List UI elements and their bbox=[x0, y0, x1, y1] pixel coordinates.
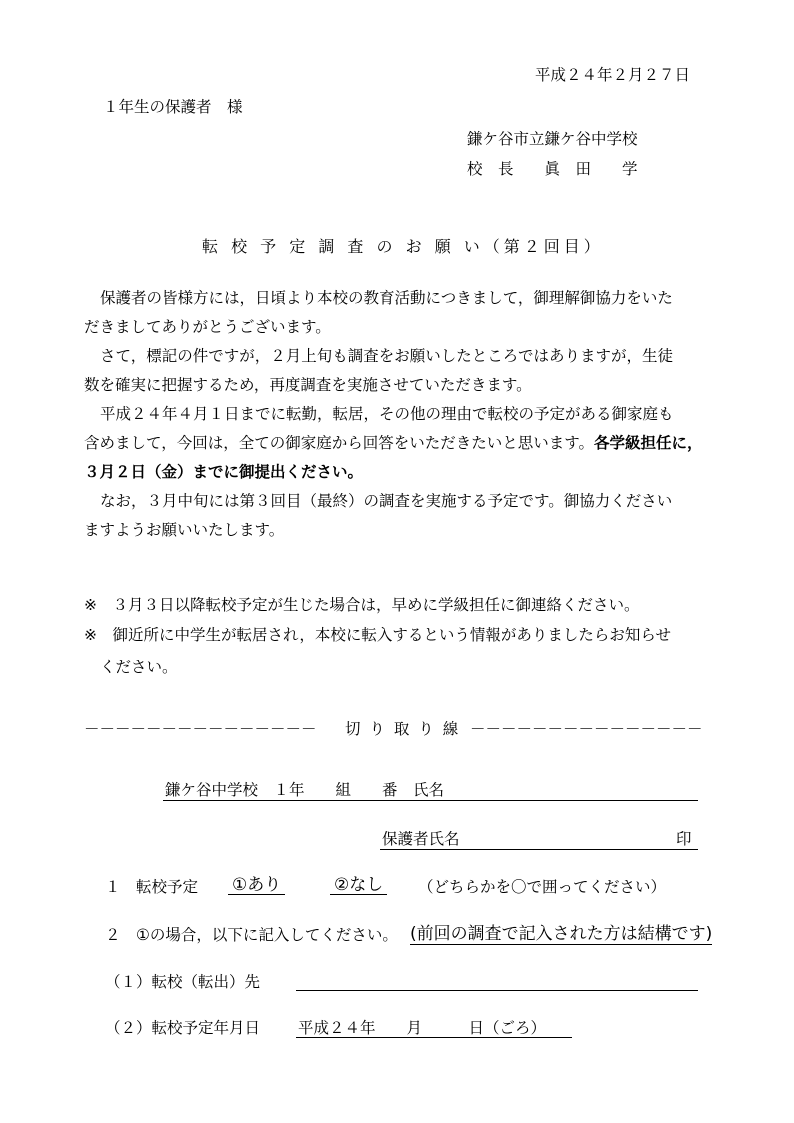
document-date: 平成２４年２月２７日 bbox=[535, 66, 691, 84]
paragraph-3-line-2 bbox=[84, 429, 724, 458]
option-no[interactable] bbox=[330, 877, 387, 895]
transfer-destination-field[interactable] bbox=[296, 990, 698, 991]
question-2-text: ２ ①の場合，以下に記入してください。 bbox=[105, 926, 398, 944]
paragraph-4-line-2: ますようお願いいたします。 bbox=[84, 521, 285, 539]
transfer-destination-label: （１）転校（転出）先 bbox=[105, 973, 261, 991]
option-yes[interactable] bbox=[228, 877, 285, 895]
document-title: 転 校 予 定 調 査 の お 願 い（第２回目） bbox=[202, 237, 604, 256]
cut-line-left-dashes: －－－－－－－－－－－－－－－ bbox=[84, 720, 317, 738]
paragraph-1-line-2: だきましてありがとうございます。 bbox=[84, 318, 331, 336]
student-info-line: 鎌ケ谷中学校 １年 組 番 氏名 bbox=[165, 781, 445, 799]
transfer-date-underline bbox=[296, 1037, 572, 1038]
transfer-date-label: （２）転校予定年月日 bbox=[105, 1019, 261, 1037]
addressee: １年生の保護者 様 bbox=[103, 98, 243, 116]
student-name-underline bbox=[163, 800, 698, 801]
paragraph-2-line-1: さて，標記の件ですが，２月上旬も調査をお願いしたところではありますが，生徒 bbox=[100, 347, 674, 365]
paragraph-3-line-3-deadline: ３月２日（金）までに御提出ください。 bbox=[84, 463, 364, 481]
question-2-note: (前回の調査で記入された方は結構です) bbox=[410, 924, 713, 944]
question-1-label: １ 転校予定 bbox=[105, 878, 199, 896]
body-text bbox=[84, 284, 724, 545]
option-no-text: ②なし bbox=[330, 877, 387, 895]
paragraph-1-line-1: 保護者の皆様方には，日頃より本校の教育活動につきまして，御理解御協力をいた bbox=[100, 289, 673, 307]
paragraph-3-line-2-bold: 各学級担任に， bbox=[593, 434, 703, 452]
paragraph-4-line-1: なお，３月中旬には第３回目（最終）の調査を実施する予定です。御協力ください bbox=[100, 492, 673, 510]
question-1-instruction: （どちらかを〇で囲ってください） bbox=[418, 878, 667, 896]
cut-line-right-dashes: －－－－－－－－－－－－－－－ bbox=[470, 720, 703, 738]
note-2-line-1: ※ 御近所に中学生が転居され，本校に転入するという情報がありましたらお知らせ bbox=[84, 626, 671, 644]
school-name: 鎌ケ谷市立鎌ケ谷中学校 bbox=[467, 130, 638, 148]
paragraph-2-line-2: 数を確実に把握するため，再度調査を実施させていただきます。 bbox=[84, 376, 532, 394]
note-1: ※ ３月３日以降転校予定が生じた場合は，早めに学級担任に御連絡ください。 bbox=[84, 596, 640, 614]
note-2-line-2: ください。 bbox=[100, 658, 178, 676]
cut-line-label: 切 り 取 り 線 bbox=[345, 720, 461, 738]
option-yes-text: ①あり bbox=[228, 877, 285, 895]
paragraph-3-line-2-normal: 含めまして，今回は，全ての御家庭から回答をいただきたいと思います。 bbox=[84, 434, 594, 452]
transfer-date-value[interactable]: 平成２４年 月 日（ごろ） bbox=[298, 1019, 547, 1037]
guardian-name-label: 保護者氏名 bbox=[382, 830, 460, 848]
principal-name: 校 長 眞 田 学 bbox=[467, 160, 638, 178]
paragraph-3-line-1: 平成２４年４月１日までに転勤，転居，その他の理由で転校の予定がある御家庭も bbox=[100, 405, 674, 423]
guardian-name-underline bbox=[380, 849, 698, 850]
seal-mark: 印 bbox=[676, 830, 692, 848]
